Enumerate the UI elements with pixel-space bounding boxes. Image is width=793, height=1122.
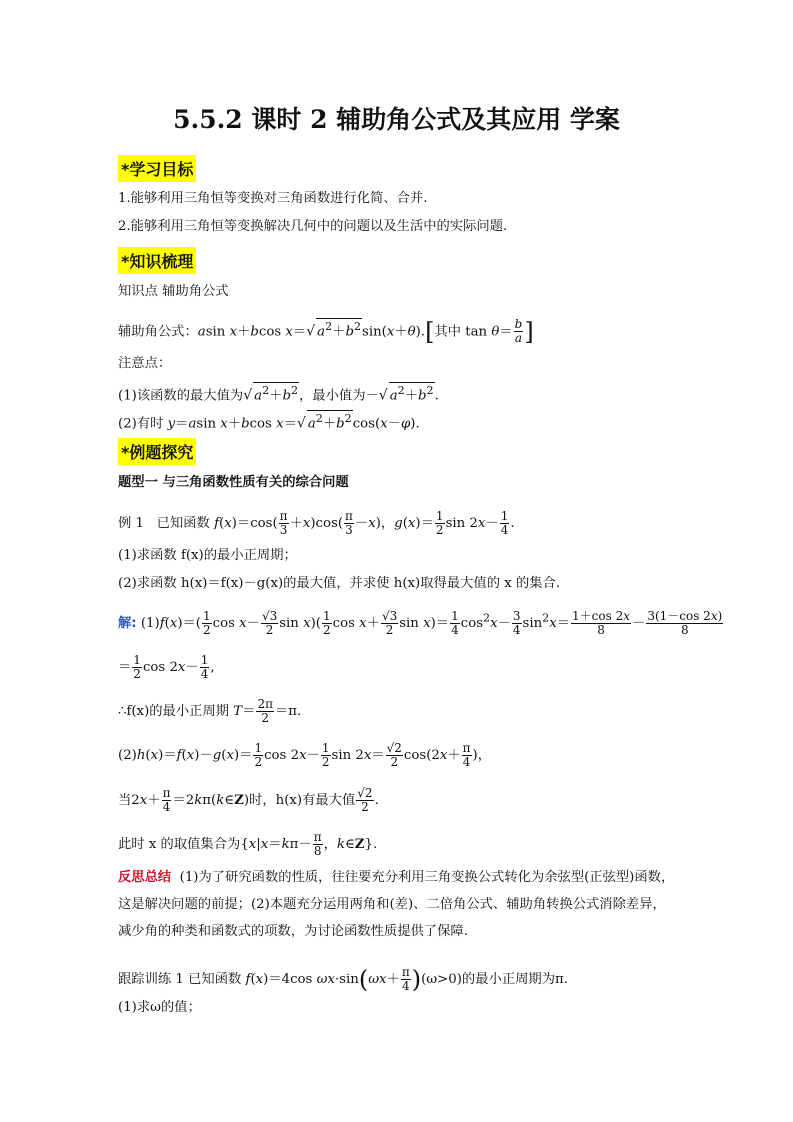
section-heading-goals: *学习目标 [118,155,196,182]
solution-line-1: 解: (1)f(x)＝( $\frac{1}{2}$ cos x－ $\frac{√3}{2}$ sin x)( $\frac{1}{2}$ cos x＋ $\frac{√3}{2}$ sin x)＝ $\frac{1}{4}$ $\cos^2x-$ $\frac{3}{4}$ $\sin^2x=$ $\frac{1+\cos 2x}{8}$ － $\frac{3(1-\cos 2x)}{8}$ [118,609,723,637]
notes-label: 注意点： [118,356,172,371]
solution-label: 解: [118,616,137,631]
solution-period: ∴f(x)的最小正周期 T＝ $\frac{2\pi}{2}$ ＝π. [118,697,302,725]
type-heading: 题型一 与三角函数性质有关的综合问题 [118,475,349,490]
practice-line: 跟踪训练 1 已知函数 f(x)＝4cos ωx·sin(ωx＋ $\frac{\pi}{4}$ )(ω>0)的最小正周期为π. [118,965,568,994]
solution-line-4: 当2x＋ $\frac{\pi}{4}$ ＝2kπ(k∈Z)时，h(x)有最大值 $\frac{√2}{2}$ . [118,786,379,814]
section-heading-examples: *例题探究 [118,438,196,465]
solution-line-3: (2)h(x)＝f(x)－g(x)＝ $\frac{1}{2}$ cos 2x－ $\frac{1}{2}$ sin 2x＝ $\frac{√2}{2}$ cos(2x＋ $\frac{\pi}{4}$ )， [118,741,492,769]
page-title: 5.5.2 课时 2 辅助角公式及其应用 学案 [173,105,620,134]
reflect-label: 反思总结 [118,870,172,885]
reflect-text: (1)为了研究函数的性质，往往要充分利用三角变换公式转化为余弦型(正弦型)函数，这是解决问题的前提；(2)本题充分运用两角和(差)、二倍角公式、辅助角转换公式消除差异，减少角的种类和函数式的项数，为讨论函数性质提供了保障. [118,870,675,939]
example-1: 例 1 已知函数 f(x)＝cos( $\frac{\pi}{3}$ ＋x)cos( $\frac{\pi}{3}$ －x)，g(x)＝ $\frac{1}{2}$ sin 2x－ $\frac{1}{4}$ . [118,509,515,537]
note-1: (1)该函数的最大值为√ $a^2+b^2$，最小值为－√ $a^2+b^2$. [118,384,439,404]
formula-line: 辅助角公式：asin x＋bcos x＝√ $a^2+b^2\sin(x+\theta)$.[其中 tan θ＝ $\frac{b}{a}$ ] [118,317,534,346]
goal-item-2: 2.能够利用三角恒等变换解决几何中的问题以及生活中的实际问题. [118,219,508,234]
knowledge-point: 知识点 辅助角公式 [118,284,229,299]
reflect-paragraph [118,864,678,945]
solution-line-5: 此时 x 的取值集合为{x|x＝kπ－ $\frac{\pi}{8}$ ，k∈Z}. [118,830,378,858]
question-2: (2)求函数 h(x)＝f(x)－g(x)的最大值，并求使 h(x)取得最大值的 x 的集合. [118,576,561,591]
solution-line-2: ＝ $\frac{1}{2}$ cos 2x－ $\frac{1}{4}$ , [118,653,215,681]
practice-question-1: (1)求ω的值； [118,1000,201,1015]
note-2: (2)有时 y＝asin x＋bcos x＝√ $a^2+b^2\cos(x-\varphi)$. [118,412,420,432]
section-heading-knowledge: *知识梳理 [118,247,196,274]
goal-item-1: 1.能够利用三角恒等变换对三角函数进行化简、合并. [118,191,428,206]
formula-label: 辅助角公式： [118,324,198,340]
question-1: (1)求函数 f(x)的最小正周期； [118,548,297,563]
